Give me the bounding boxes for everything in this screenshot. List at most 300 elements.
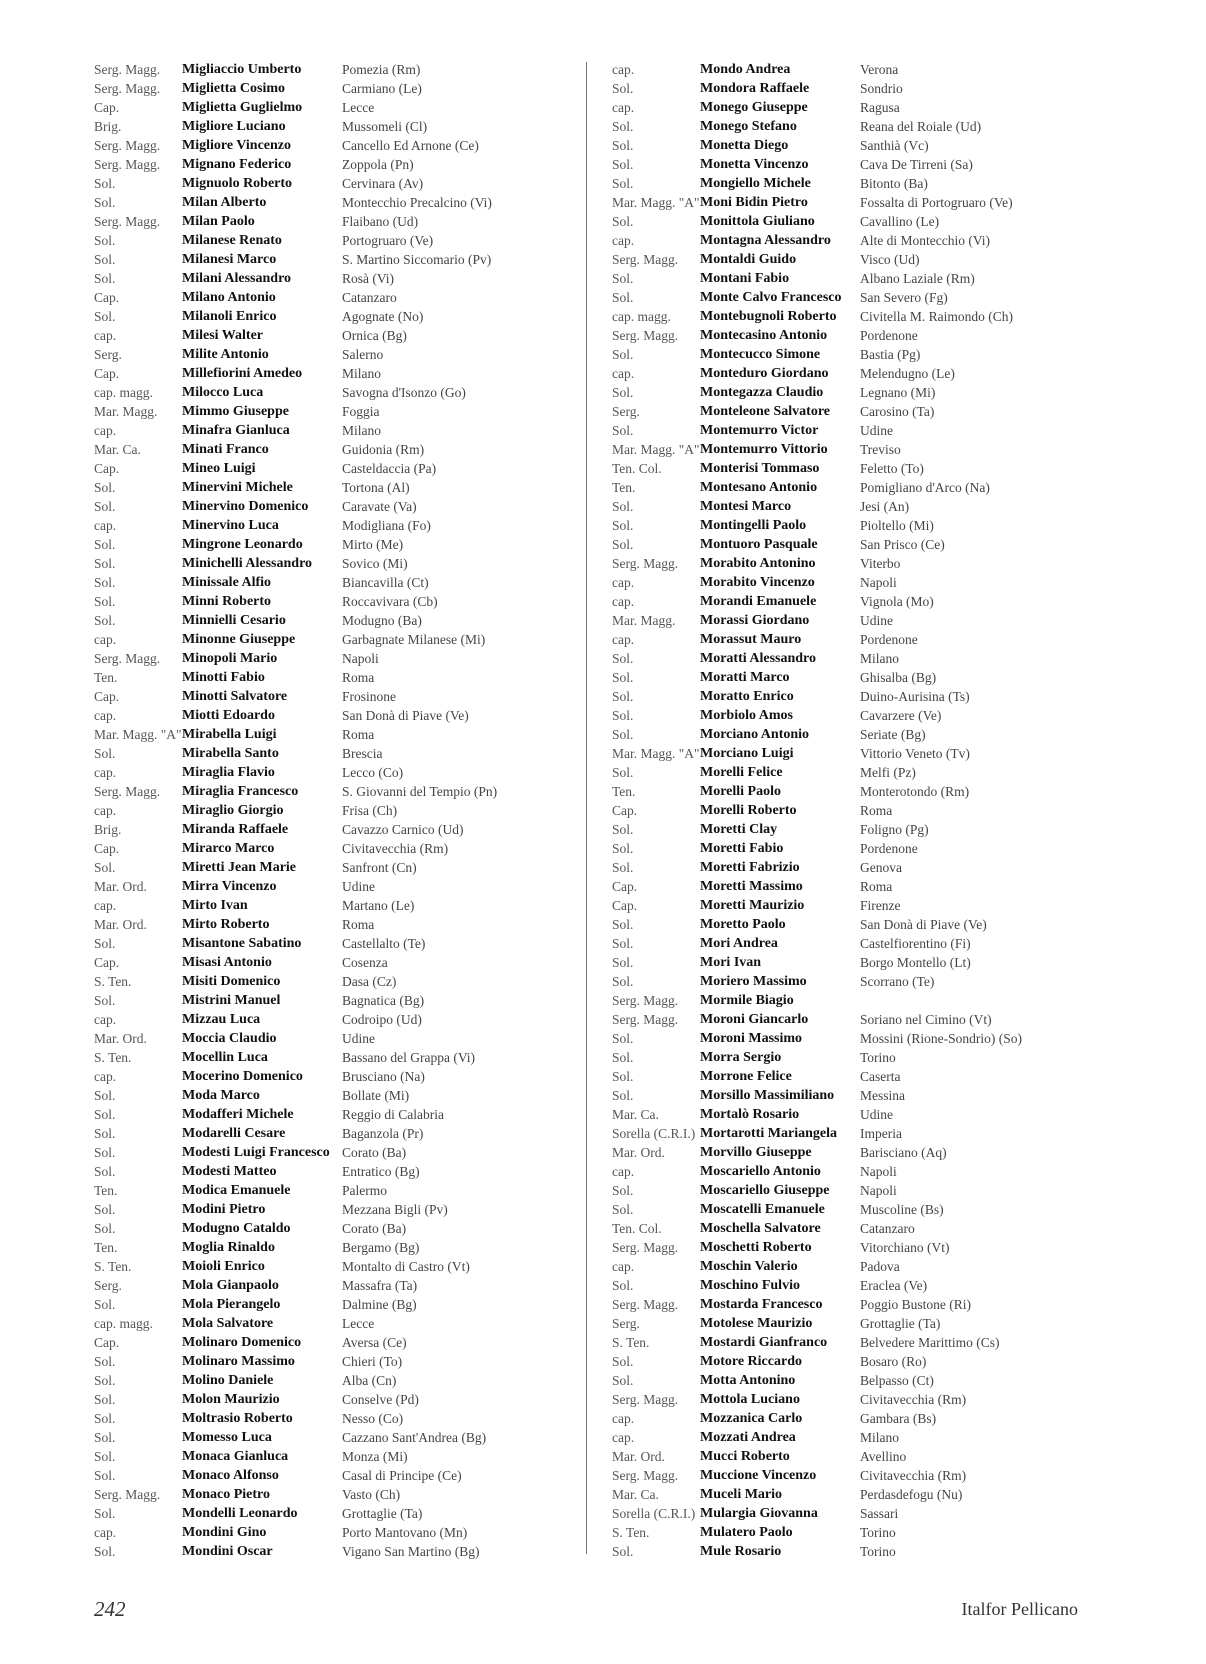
person-name: Montesi Marco — [700, 499, 792, 514]
list-item — [94, 1105, 564, 1124]
rank-label: Sol. — [94, 1468, 116, 1483]
person-name: Minni Roberto — [182, 594, 272, 609]
person-name: Muceli Mario — [700, 1487, 783, 1502]
list-item — [94, 98, 564, 117]
person-name: Montebugnoli Roberto — [700, 309, 837, 324]
hometown: Udine — [342, 1031, 375, 1046]
person-name: Monte Calvo Francesco — [700, 290, 842, 305]
hometown: Messina — [860, 1088, 905, 1103]
person-name: Mola Gianpaolo — [182, 1278, 279, 1293]
hometown: Cavallino (Le) — [860, 214, 940, 229]
rank-label: Ten. — [94, 670, 118, 685]
hometown: Cavarzere (Ve) — [860, 708, 942, 723]
rank-label: Sol. — [94, 1411, 116, 1426]
person-name: Morsillo Massimiliano — [700, 1088, 835, 1103]
list-item — [94, 60, 564, 79]
person-name: Morelli Felice — [700, 765, 783, 780]
rank-label: Sol. — [94, 1088, 116, 1103]
list-item — [94, 1390, 564, 1409]
list-item — [94, 649, 564, 668]
person-name: Milan Alberto — [182, 195, 267, 210]
hometown: Udine — [860, 1107, 893, 1122]
person-name: Montemurro Victor — [700, 423, 819, 438]
hometown: Modigliana (Fo) — [342, 518, 431, 533]
rank-label: S. Ten. — [94, 1259, 132, 1274]
rank-label: cap. — [94, 632, 117, 647]
list-item — [94, 1124, 564, 1143]
list-item — [612, 839, 1132, 858]
person-name: Molinaro Massimo — [182, 1354, 295, 1369]
hometown: Bollate (Mi) — [342, 1088, 410, 1103]
list-item — [612, 421, 1132, 440]
rank-label: Sol. — [612, 955, 634, 970]
person-name: Milite Antonio — [182, 347, 269, 362]
rank-label: Sol. — [94, 1506, 116, 1521]
list-item — [612, 326, 1132, 345]
rank-label: Sol. — [612, 271, 634, 286]
list-item — [94, 1181, 564, 1200]
person-name: Millefiorini Amedeo — [182, 366, 303, 381]
hometown: Corato (Ba) — [342, 1145, 407, 1160]
rank-label: Sol. — [94, 1221, 116, 1236]
person-name: Monterisi Tommaso — [700, 461, 820, 476]
person-name: Milanesi Marco — [182, 252, 277, 267]
hometown: Guidonia (Rm) — [342, 442, 425, 457]
rank-label: Cap. — [612, 879, 638, 894]
hometown: Foligno (Pg) — [860, 822, 929, 837]
rank-label: Sol. — [612, 727, 634, 742]
rank-label: Serg. Magg. — [612, 1012, 679, 1027]
rank-label: Ten. Col. — [612, 461, 662, 476]
hometown: Bitonto (Ba) — [860, 176, 928, 191]
list-item — [612, 212, 1132, 231]
person-name: Moretti Massimo — [700, 879, 803, 894]
person-name: Monego Stefano — [700, 119, 797, 134]
hometown: Porto Mantovano (Mn) — [342, 1525, 468, 1540]
hometown: Genova — [860, 860, 902, 875]
rank-label: Sol. — [94, 1297, 116, 1312]
hometown: Alba (Cn) — [342, 1373, 397, 1388]
rank-label: cap. — [94, 423, 117, 438]
rank-label: Sol. — [612, 651, 634, 666]
person-name: Modesti Luigi Francesco — [182, 1145, 330, 1160]
list-item — [612, 1390, 1132, 1409]
list-item — [94, 1276, 564, 1295]
list-item — [612, 155, 1132, 174]
list-item — [94, 345, 564, 364]
hometown: Udine — [860, 613, 893, 628]
rank-label: Sol. — [612, 841, 634, 856]
rank-label: cap. — [94, 518, 117, 533]
rank-label: cap. — [612, 1259, 635, 1274]
hometown: Civitavecchia (Rm) — [860, 1392, 967, 1407]
list-item — [94, 1409, 564, 1428]
list-item — [612, 592, 1132, 611]
list-item — [94, 193, 564, 212]
list-item — [612, 231, 1132, 250]
hometown: Napoli — [860, 1164, 897, 1179]
hometown: Mussomeli (Cl) — [342, 119, 428, 134]
list-item — [94, 1143, 564, 1162]
person-name: Mozzati Andrea — [700, 1430, 796, 1445]
list-item — [94, 307, 564, 326]
rank-label: Sol. — [94, 1354, 116, 1369]
hometown: Martano (Le) — [342, 898, 415, 913]
person-name: Minotti Fabio — [182, 670, 265, 685]
person-name: Minissale Alfio — [182, 575, 272, 590]
hometown: Baganzola (Pr) — [342, 1126, 424, 1141]
person-name: Milani Alessandro — [182, 271, 292, 286]
person-name: Miglietta Cosimo — [182, 81, 286, 96]
person-name: Morvillo Giuseppe — [700, 1145, 812, 1160]
rank-label: Sol. — [612, 214, 634, 229]
person-name: Mirra Vincenzo — [182, 879, 277, 894]
list-item — [612, 345, 1132, 364]
rank-label: Sol. — [94, 1430, 116, 1445]
hometown: Roma — [860, 879, 893, 894]
hometown: Sondrio — [860, 81, 903, 96]
hometown: Jesi (An) — [860, 499, 910, 514]
person-name: Mori Andrea — [700, 936, 778, 951]
rank-label: Sol. — [612, 1278, 634, 1293]
person-name: Milocco Luca — [182, 385, 264, 400]
rank-label: cap. magg. — [94, 1316, 153, 1331]
person-name: Modesti Matteo — [182, 1164, 277, 1179]
rank-label: cap. — [94, 1525, 117, 1540]
rank-label: Sol. — [612, 81, 634, 96]
hometown: Vasto (Ch) — [342, 1487, 401, 1502]
person-name: Mostarda Francesco — [700, 1297, 823, 1312]
rank-label: Cap. — [94, 461, 120, 476]
list-item — [612, 1485, 1132, 1504]
list-item — [94, 383, 564, 402]
hometown: Feletto (To) — [860, 461, 924, 476]
list-item — [94, 117, 564, 136]
person-name: Momesso Luca — [182, 1430, 272, 1445]
rank-label: Serg. Magg. — [94, 1487, 161, 1502]
rank-label: Serg. — [612, 404, 640, 419]
person-name: Montagna Alessandro — [700, 233, 831, 248]
hometown: Cazzano Sant'Andrea (Bg) — [342, 1430, 487, 1445]
rank-label: S. Ten. — [94, 974, 132, 989]
list-item — [94, 1428, 564, 1447]
rank-label: Sol. — [94, 499, 116, 514]
person-name: Modica Emanuele — [182, 1183, 291, 1198]
rank-label: Sol. — [612, 1183, 634, 1198]
hometown: Lecce — [342, 100, 375, 115]
list-item — [94, 820, 564, 839]
person-name: Molon Maurizio — [182, 1392, 280, 1407]
hometown: Milano — [860, 651, 899, 666]
person-name: Milano Antonio — [182, 290, 276, 305]
list-item — [94, 839, 564, 858]
hometown: Chieri (To) — [342, 1354, 403, 1369]
person-name: Minotti Salvatore — [182, 689, 288, 704]
rank-label: Mar. Magg. — [94, 404, 158, 419]
hometown: Cavazzo Carnico (Ud) — [342, 822, 464, 837]
hometown: Agognate (No) — [342, 309, 424, 324]
hometown: Melfi (Pz) — [860, 765, 916, 780]
hometown: Civitella M. Raimondo (Ch) — [860, 309, 1013, 324]
person-name: Morassut Mauro — [700, 632, 802, 647]
rank-label: Mar. Ord. — [612, 1145, 665, 1160]
hometown: Bosaro (Ro) — [860, 1354, 927, 1369]
hometown: Legnano (Mi) — [860, 385, 936, 400]
rank-label: Sol. — [612, 708, 634, 723]
person-name: Minichelli Alessandro — [182, 556, 313, 571]
list-item — [94, 288, 564, 307]
rank-label: Sol. — [612, 157, 634, 172]
left-column — [94, 60, 564, 1561]
list-item — [94, 991, 564, 1010]
person-name: Minnielli Cesario — [182, 613, 286, 628]
rank-label: Cap. — [94, 366, 120, 381]
person-name: Motolese Maurizio — [700, 1316, 813, 1331]
list-item — [612, 1276, 1132, 1295]
person-name: Mule Rosario — [700, 1544, 782, 1559]
person-name: Morabito Antonino — [700, 556, 816, 571]
person-name: Migliore Vincenzo — [182, 138, 291, 153]
list-item — [612, 953, 1132, 972]
hometown: Catanzaro — [342, 290, 397, 305]
hometown: S. Giovanni del Tempio (Pn) — [342, 784, 498, 799]
list-item — [94, 1200, 564, 1219]
list-item — [612, 98, 1132, 117]
hometown: Castelfiorentino (Fi) — [860, 936, 971, 951]
list-item — [94, 250, 564, 269]
list-item — [612, 1523, 1132, 1542]
person-name: Moroni Massimo — [700, 1031, 803, 1046]
person-name: Mirto Roberto — [182, 917, 270, 932]
list-item — [94, 1333, 564, 1352]
hometown: Zoppola (Pn) — [342, 157, 414, 172]
list-item — [94, 630, 564, 649]
list-item — [94, 1504, 564, 1523]
hometown: Gambara (Bs) — [860, 1411, 937, 1426]
person-name: Mondelli Leonardo — [182, 1506, 298, 1521]
list-item — [612, 497, 1132, 516]
rank-label: Sol. — [94, 556, 116, 571]
list-item — [612, 1295, 1132, 1314]
person-name: Morciano Luigi — [700, 746, 794, 761]
hometown: Roccavivara (Cb) — [342, 594, 438, 609]
person-name: Monetta Diego — [700, 138, 789, 153]
person-name: Moccia Claudio — [182, 1031, 277, 1046]
list-item — [612, 1067, 1132, 1086]
hometown: Pordenone — [860, 328, 918, 343]
list-item — [612, 1257, 1132, 1276]
person-name: Montemurro Vittorio — [700, 442, 828, 457]
rank-label: Serg. Magg. — [612, 1392, 679, 1407]
rank-label: cap. — [612, 575, 635, 590]
person-name: Mulargia Giovanna — [700, 1506, 818, 1521]
person-name: Moschella Salvatore — [700, 1221, 821, 1236]
person-name: Mottola Luciano — [700, 1392, 800, 1407]
list-item — [612, 554, 1132, 573]
list-item — [94, 953, 564, 972]
rank-label: Sol. — [612, 385, 634, 400]
rank-label: Serg. Magg. — [612, 993, 679, 1008]
hometown: Pordenone — [860, 841, 918, 856]
list-item — [94, 668, 564, 687]
list-item — [612, 478, 1132, 497]
person-name: Morbiolo Amos — [700, 708, 793, 723]
list-item — [612, 1352, 1132, 1371]
rank-label: Serg. Magg. — [94, 651, 161, 666]
hometown: Roma — [342, 917, 375, 932]
rank-label: Sol. — [94, 993, 116, 1008]
list-item — [612, 1029, 1132, 1048]
person-name: Moda Marco — [182, 1088, 260, 1103]
hometown: Muscoline (Bs) — [860, 1202, 944, 1217]
hometown: Reana del Roiale (Ud) — [860, 119, 982, 134]
person-name: Morandi Emanuele — [700, 594, 817, 609]
person-name: Mucci Roberto — [700, 1449, 790, 1464]
rank-label: Sol. — [94, 480, 116, 495]
rank-label: cap. — [94, 708, 117, 723]
list-item — [94, 744, 564, 763]
person-name: Misiti Domenico — [182, 974, 281, 989]
person-name: Moroni Giancarlo — [700, 1012, 809, 1027]
list-item — [612, 611, 1132, 630]
rank-label: Sol. — [94, 309, 116, 324]
person-name: Moscariello Giuseppe — [700, 1183, 830, 1198]
hometown: Udine — [342, 879, 375, 894]
rank-label: Sol. — [612, 974, 634, 989]
hometown: Firenze — [860, 898, 901, 913]
person-name: Mignuolo Roberto — [182, 176, 293, 191]
rank-label: Sol. — [94, 1202, 116, 1217]
rank-label: Sol. — [94, 860, 116, 875]
rank-label: Mar. Ord. — [94, 879, 147, 894]
hometown: Castellalto (Te) — [342, 936, 426, 951]
person-name: Moratto Enrico — [700, 689, 794, 704]
person-name: Morelli Paolo — [700, 784, 781, 799]
list-item — [94, 1523, 564, 1542]
rank-label: Serg. Magg. — [94, 138, 161, 153]
list-item — [612, 1105, 1132, 1124]
rank-label: Ten. — [94, 1240, 118, 1255]
rank-label: Sol. — [94, 1145, 116, 1160]
rank-label: Sol. — [612, 822, 634, 837]
list-item — [94, 1029, 564, 1048]
hometown: Cava De Tirreni (Sa) — [860, 157, 973, 172]
hometown: Mezzana Bigli (Pv) — [342, 1202, 448, 1217]
list-item — [612, 1371, 1132, 1390]
rank-label: Sol. — [612, 670, 634, 685]
hometown: Duino-Aurisina (Ts) — [860, 689, 970, 704]
publication-name: Italfor Pellicano — [961, 1599, 1078, 1619]
person-name: Montuoro Pasquale — [700, 537, 818, 552]
hometown: Civitavecchia (Rm) — [860, 1468, 967, 1483]
person-name: Mingrone Leonardo — [182, 537, 303, 552]
person-name: Molino Daniele — [182, 1373, 274, 1388]
rank-label: Mar. Magg. "A" — [612, 195, 700, 210]
list-item — [94, 611, 564, 630]
person-name: Mizzau Luca — [182, 1012, 261, 1027]
person-name: Montaldi Guido — [700, 252, 797, 267]
person-name: Moltrasio Roberto — [182, 1411, 293, 1426]
hometown: Alte di Montecchio (Vi) — [860, 233, 991, 248]
list-item — [94, 1295, 564, 1314]
rank-label: Sol. — [612, 176, 634, 191]
hometown: Casal di Principe (Ce) — [342, 1468, 462, 1483]
rank-label: cap. — [94, 328, 117, 343]
rank-label: cap. — [94, 1069, 117, 1084]
person-name: Moschetti Roberto — [700, 1240, 812, 1255]
hometown: Pomezia (Rm) — [342, 62, 421, 77]
person-name: Moriero Massimo — [700, 974, 807, 989]
person-name: Montesano Antonio — [700, 480, 818, 495]
hometown: Vitorchiano (Vt) — [860, 1240, 950, 1255]
person-name: Modini Pietro — [182, 1202, 266, 1217]
rank-label: cap. — [94, 898, 117, 913]
hometown: Lecce — [342, 1316, 375, 1331]
hometown: Pordenone — [860, 632, 918, 647]
person-name: Miglietta Guglielmo — [182, 100, 303, 115]
hometown: Vittorio Veneto (Tv) — [860, 746, 970, 761]
person-name: Mirabella Luigi — [182, 727, 277, 742]
list-item — [612, 1124, 1132, 1143]
rank-label: Sol. — [612, 765, 634, 780]
rank-label: S. Ten. — [612, 1335, 650, 1350]
list-item — [612, 1542, 1132, 1561]
person-name: Moretti Fabrizio — [700, 860, 800, 875]
list-item — [94, 1238, 564, 1257]
rank-label: Sol. — [94, 1392, 116, 1407]
list-item — [94, 212, 564, 231]
hometown: Poggio Bustone (Ri) — [860, 1297, 972, 1312]
list-item — [612, 725, 1132, 744]
list-item — [94, 554, 564, 573]
list-item — [612, 915, 1132, 934]
hometown: Pomigliano d'Arco (Na) — [860, 480, 990, 495]
rank-label: Sol. — [612, 689, 634, 704]
rank-label: Sol. — [94, 594, 116, 609]
rank-label: Ten. — [612, 480, 636, 495]
hometown: Conselve (Pd) — [342, 1392, 419, 1407]
list-item — [612, 516, 1132, 535]
rank-label: Brig. — [94, 822, 122, 837]
list-item — [612, 877, 1132, 896]
hometown: Napoli — [342, 651, 379, 666]
hometown: Brescia — [342, 746, 383, 761]
rank-label: Serg. Magg. — [612, 1468, 679, 1483]
hometown: Belvedere Marittimo (Cs) — [860, 1335, 1000, 1350]
hometown: Bastia (Pg) — [860, 347, 921, 362]
list-item — [94, 459, 564, 478]
person-name: Morrone Felice — [700, 1069, 792, 1084]
person-name: Mozzanica Carlo — [700, 1411, 803, 1426]
rank-label: Sol. — [612, 1031, 634, 1046]
person-name: Minafra Gianluca — [182, 423, 290, 438]
person-name: Misasi Antonio — [182, 955, 272, 970]
hometown: Imperia — [860, 1126, 902, 1141]
person-name: Miraglio Giorgio — [182, 803, 284, 818]
hometown: S. Martino Siccomario (Pv) — [342, 252, 492, 267]
person-name: Mori Ivan — [700, 955, 762, 970]
right-column — [612, 60, 1132, 1561]
rank-label: Sol. — [612, 537, 634, 552]
list-item — [94, 326, 564, 345]
person-name: Montani Fabio — [700, 271, 790, 286]
hometown: Salerno — [342, 347, 384, 362]
hometown: Melendugno (Le) — [860, 366, 955, 381]
person-name: Miraglia Flavio — [182, 765, 275, 780]
list-item — [612, 60, 1132, 79]
hometown: Dalmine (Bg) — [342, 1297, 417, 1312]
person-name: Moretti Maurizio — [700, 898, 805, 913]
